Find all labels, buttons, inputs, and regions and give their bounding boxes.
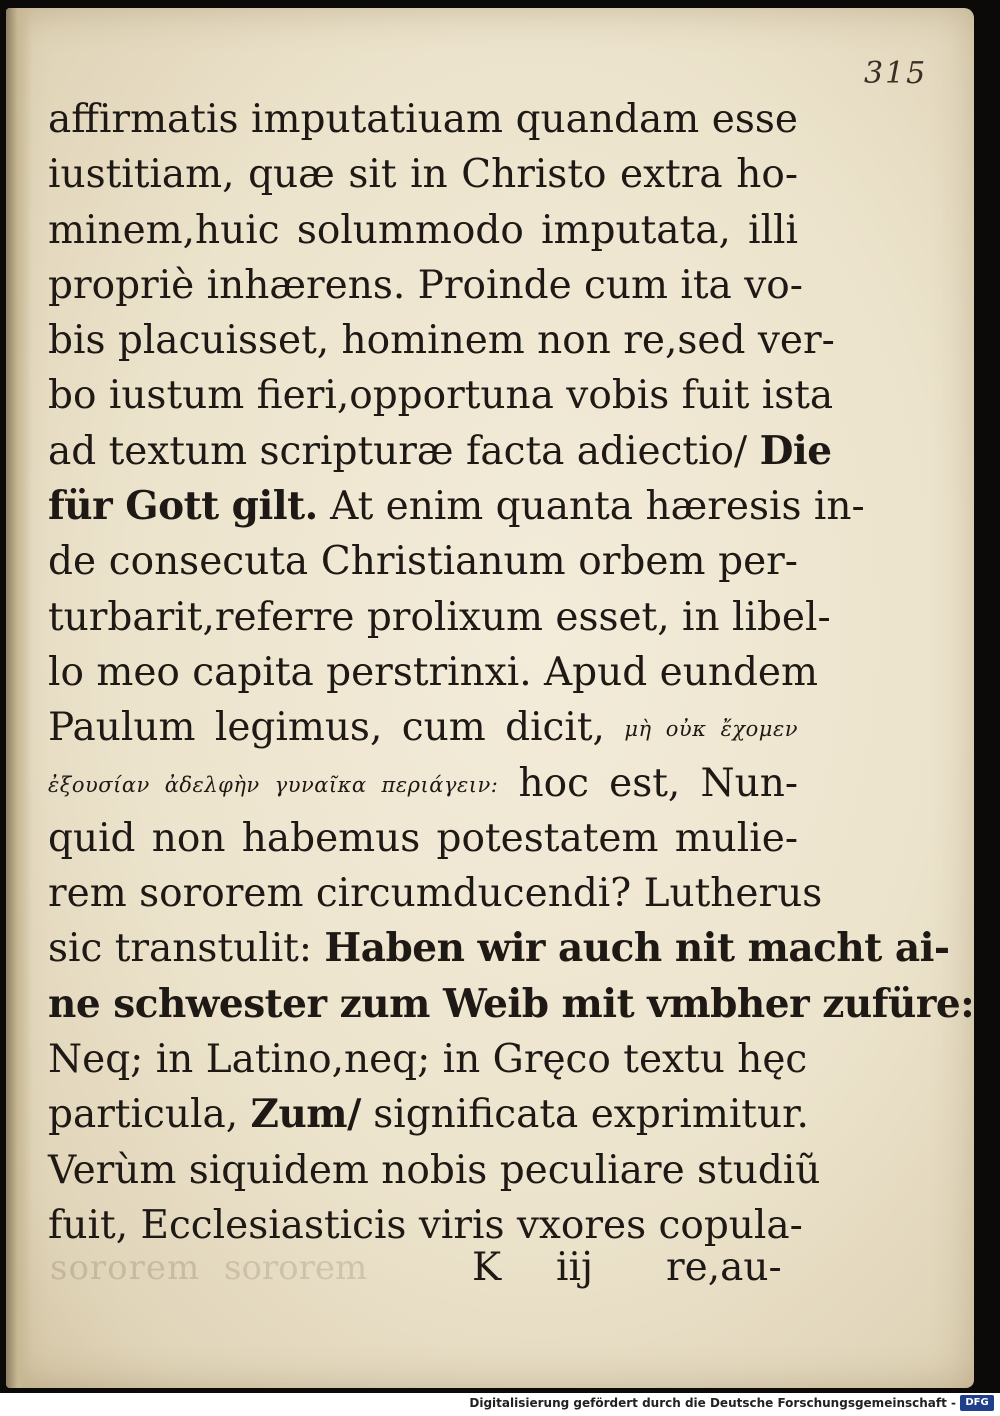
- text-line: [48, 756, 798, 811]
- funding-credit: Digitalisierung gefördert durch die Deutsche Forschungsgemeinschaft -: [469, 1396, 956, 1410]
- text-line: [48, 866, 823, 921]
- greek-text: μὴ οὐκ ἔχομεν: [624, 717, 798, 742]
- german-blackletter-text: Die: [759, 427, 832, 474]
- text-line: [48, 534, 798, 589]
- latin-text: particula,: [48, 1092, 251, 1138]
- text-line: [48, 479, 865, 534]
- latin-text: rem sororem circumducendi? Lutherus: [48, 871, 823, 917]
- latin-text: minem,huic solummodo imputata, illi: [48, 207, 798, 253]
- show-through-text-2: sororem: [224, 1248, 368, 1288]
- latin-text: de consecuta Christianum orbem per-: [48, 539, 798, 585]
- latin-text: lo meo capita perstrinxi. Apud eundem: [48, 649, 818, 695]
- text-line: [48, 258, 803, 313]
- folio-number: 315: [864, 56, 928, 91]
- latin-text: iustitiam, quæ sit in Christo extra ho-: [48, 152, 798, 198]
- german-blackletter-text: Haben wir auch nit macht ai-: [324, 925, 950, 972]
- latin-text: Verùm siquidem nobis peculiare studiũ: [48, 1147, 821, 1193]
- text-line: [48, 1143, 821, 1198]
- text-line: [48, 921, 950, 976]
- latin-text: propriè inhærens. Proinde cum ita vo-: [48, 262, 803, 308]
- greek-text: ἐξουσίαν ἀδελφὴν γυναῖκα περιάγειν:: [48, 772, 499, 797]
- latin-text: Neq; in Latino,neq; in Gręco textu hęc: [48, 1037, 808, 1083]
- text-line: [48, 811, 798, 866]
- german-blackletter-text: für Gott gilt.: [48, 483, 318, 530]
- text-line: [48, 147, 798, 202]
- latin-text: bo iustum fieri,opportuna vobis fuit ista: [48, 373, 834, 419]
- text-line: [48, 645, 818, 700]
- latin-text: Paulum legimus, cum dicit,: [48, 705, 625, 751]
- text-block: [48, 92, 975, 1253]
- catchword: re,au-: [666, 1245, 782, 1290]
- text-line: [48, 313, 835, 368]
- german-blackletter-text: ne schwester zum Weib mit vmbher zufüre:: [48, 980, 975, 1027]
- latin-text: affirmatis imputatiuam quandam esse: [48, 97, 798, 142]
- catch-line: [472, 1240, 782, 1295]
- text-line: [48, 203, 798, 258]
- text-line: [48, 1032, 808, 1087]
- latin-text: quid non habemus potestatem mulie-: [48, 815, 798, 861]
- signature-number: iij: [556, 1245, 594, 1290]
- german-blackletter-text: Zum/: [250, 1091, 361, 1138]
- text-line: [48, 368, 834, 423]
- text-line: [48, 1087, 809, 1142]
- dfg-logo: DFG: [960, 1395, 994, 1411]
- latin-text: At enim quanta hæresis in-: [317, 484, 865, 530]
- text-line: [48, 700, 798, 755]
- text-line: [48, 92, 798, 147]
- latin-text: bis placuisset, hominem non re,sed ver-: [48, 318, 835, 364]
- text-line: [48, 590, 831, 645]
- book-page: [6, 8, 974, 1388]
- latin-text: hoc est, Nun-: [498, 760, 798, 806]
- latin-text: turbarit,referre prolixum esset, in libel-: [48, 594, 831, 640]
- text-line: [48, 424, 832, 479]
- page-gutter-shadow: [6, 8, 32, 1388]
- show-through-text: sororem: [50, 1248, 201, 1288]
- latin-text: sic transtulit:: [48, 926, 325, 972]
- latin-text: fuit, Ecclesiasticis viris vxores copula-: [48, 1202, 803, 1248]
- latin-text: ad textum scripturæ facta adiectio/: [48, 428, 760, 474]
- latin-text: significata exprimitur.: [360, 1092, 809, 1138]
- footer-bar: [0, 1393, 1000, 1416]
- text-line: [48, 977, 975, 1032]
- signature-mark: K: [472, 1245, 502, 1290]
